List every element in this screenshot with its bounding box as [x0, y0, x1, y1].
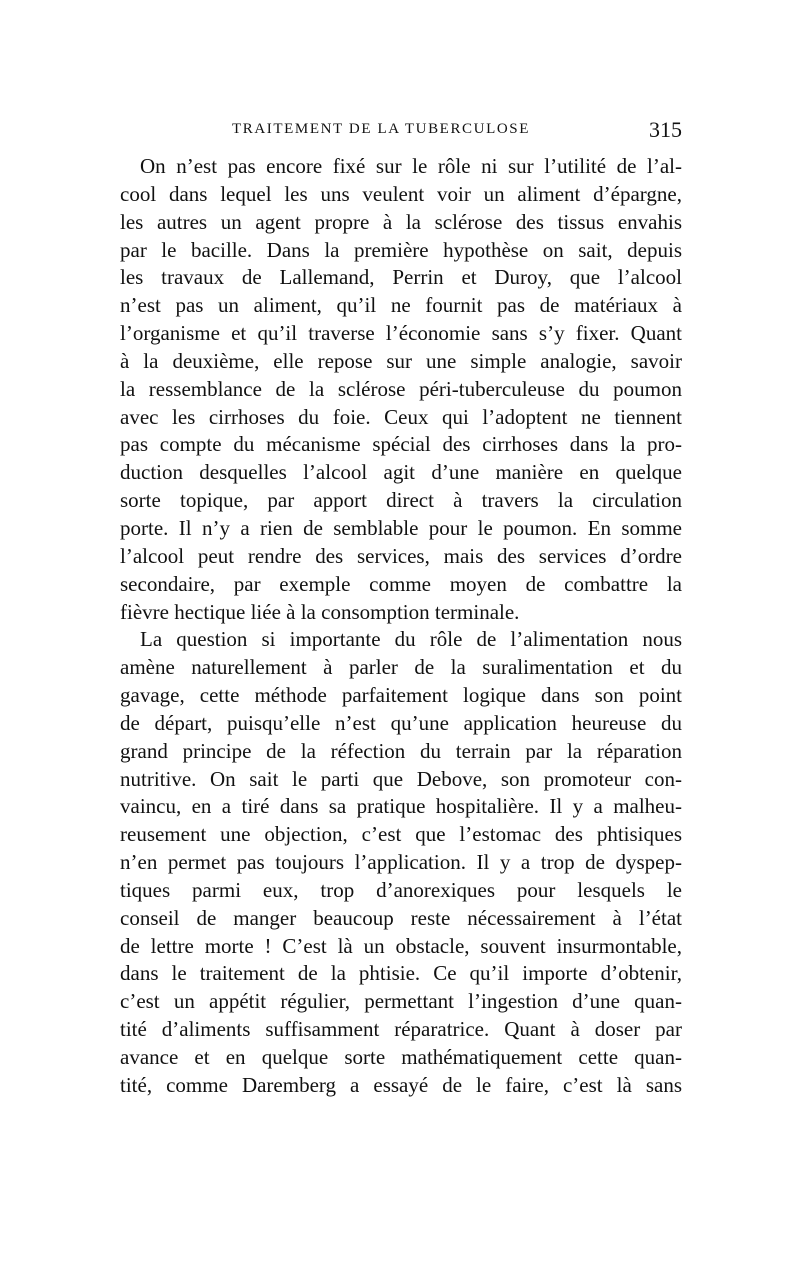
text-line: de lettre morte ! C’est là un obstacle, souvent insurmontable, — [120, 933, 682, 958]
text-line: avec les cirrhoses du foie. Ceux qui l’adoptent ne tiennent — [120, 404, 682, 429]
running-head — [120, 117, 682, 145]
text-line: On n’est pas encore fixé sur le rôle ni sur l’utilité de l’al- — [140, 154, 682, 178]
text-line: par le bacille. Dans la première hypothèse on sait, depuis — [120, 237, 682, 262]
text-line: n’est pas un aliment, qu’il ne fournit pas de matériaux à — [120, 293, 682, 318]
text-line: à la deuxième, elle repose sur une simple analogie, savoir — [120, 348, 682, 373]
text-line: gavage, cette méthode parfaitement logique dans son point — [120, 683, 682, 708]
text-line: conseil de manger beaucoup reste nécessairement à l’état — [120, 905, 682, 930]
body-text — [120, 153, 682, 1100]
text-line: tité, comme Daremberg a essayé de le faire, c’est là sans — [120, 1072, 682, 1097]
text-line: secondaire, par exemple comme moyen de combattre la — [120, 571, 682, 596]
text-line: duction desquelles l’alcool agit d’une manière en quelque — [120, 460, 682, 485]
text-line: porte. Il n’y a rien de semblable pour le poumon. En somme — [120, 515, 682, 540]
text-line: les travaux de Lallemand, Perrin et Duroy, que l’alcool — [120, 265, 682, 290]
text-line: vaincu, en a tiré dans sa pratique hospitalière. Il y a malheu- — [120, 794, 682, 819]
page-number: 315 — [649, 117, 682, 142]
text-line: pas compte du mécanisme spécial des cirrhoses dans la pro- — [120, 432, 682, 457]
text-line: La question si importante du rôle de l’alimentation nous — [140, 627, 682, 652]
text-line: tité d’aliments suffisamment réparatrice. Quant à doser par — [120, 1017, 682, 1042]
text-line: la ressemblance de la sclérose péri-tuberculeuse du poumon — [120, 376, 682, 401]
text-line: c’est un appétit régulier, permettant l’ingestion d’une quan- — [120, 989, 682, 1014]
text-line: nutritive. On sait le parti que Debove, son promoteur con- — [120, 766, 682, 791]
text-line: reusement une objection, c’est que l’estomac des phtisiques — [120, 822, 682, 847]
text-line: n’en permet pas toujours l’application. Il y a trop de dyspep- — [120, 850, 682, 875]
text-line: dans le traitement de la phtisie. Ce qu’il importe d’obtenir, — [120, 961, 682, 986]
text-line: fièvre hectique liée à la consomption terminale. — [120, 599, 520, 624]
text-line: grand principe de la réfection du terrain par la réparation — [120, 738, 682, 763]
running-title: TRAITEMENT DE LA TUBERCULOSE — [232, 121, 530, 137]
text-line: avance et en quelque sorte mathématiquement cette quan- — [120, 1045, 682, 1069]
text-line: amène naturellement à parler de la suralimentation et du — [120, 655, 682, 680]
text-line: tiques parmi eux, trop d’anorexiques pour lesquels le — [120, 877, 682, 902]
text-line: cool dans lequel les uns veulent voir un aliment d’épargne, — [120, 181, 682, 206]
text-line: sorte topique, par apport direct à travers la circulation — [120, 488, 682, 513]
text-line: l’organisme et qu’il traverse l’économie sans s’y fixer. Quant — [120, 321, 682, 346]
text-line: de départ, puisqu’elle n’est qu’une application heureuse du — [120, 710, 682, 735]
text-line: l’alcool peut rendre des services, mais des services d’ordre — [120, 543, 682, 568]
text-line: les autres un agent propre à la sclérose des tissus envahis — [120, 209, 682, 234]
